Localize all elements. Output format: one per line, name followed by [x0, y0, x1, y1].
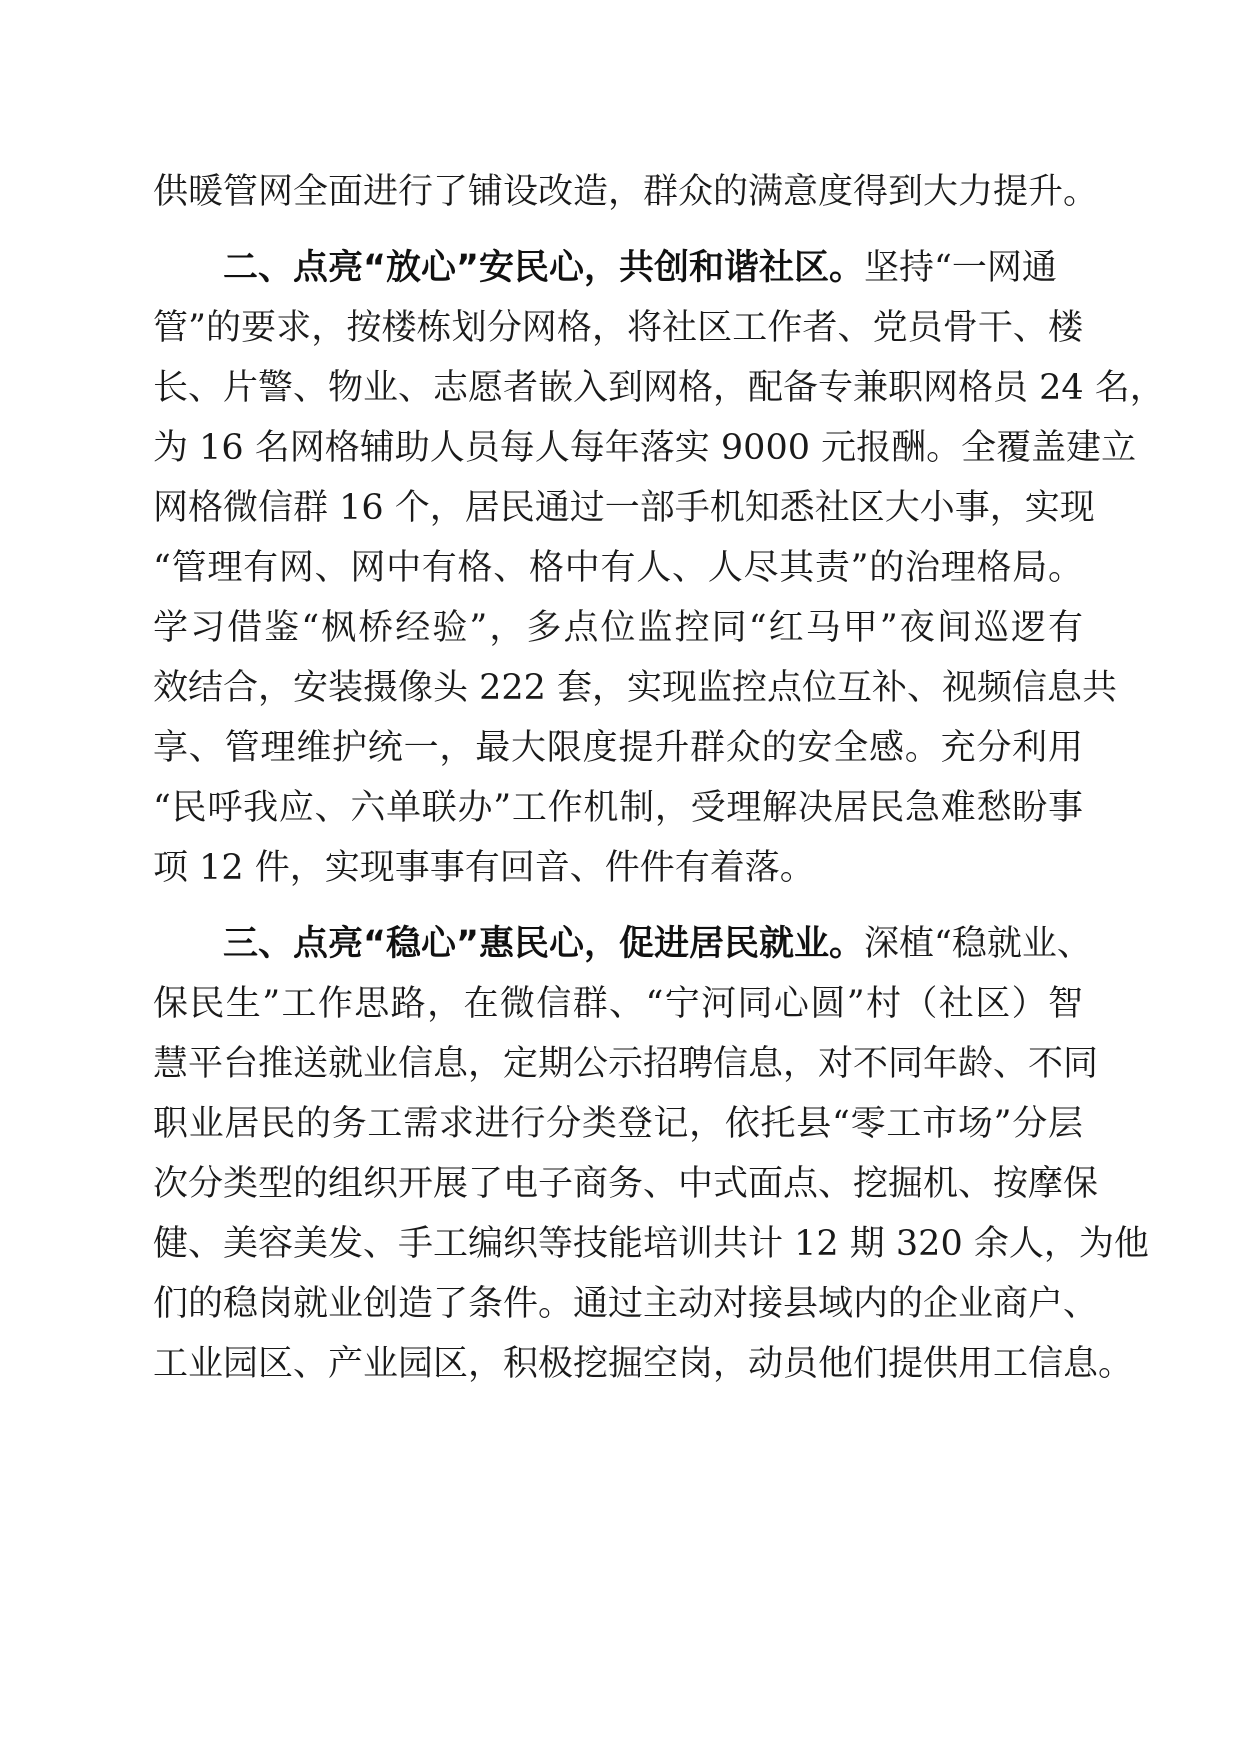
section-2-line: 网格微信群 16 个，居民通过一部手机知悉社区大小事，实现: [153, 488, 1095, 528]
section-3-line: 工业园区、产业园区，积极挖掘空岗，动员他们提供用工信息。: [153, 1344, 1134, 1384]
section-3-line: 健、美容美发、手工编织等技能培训共计 12 期 320 余人，为他: [153, 1224, 1149, 1264]
section-2-line: “民呼我应、六单联办”工作机制，受理解决居民急难愁盼事: [153, 788, 1083, 828]
paragraph-intro-line: 供暖管网全面进行了铺设改造，群众的满意度得到大力提升。: [153, 172, 1099, 212]
section-3-line: 慧平台推送就业信息，定期公示招聘信息，对不同年龄、不同: [153, 1044, 1099, 1084]
section-2-heading: 二、点亮“放心”安民心，共创和谐社区。: [223, 248, 865, 288]
section-3-heading: 三、点亮“稳心”惠民心，促进居民就业。: [223, 924, 865, 964]
section-2-line: 学习借鉴“枫桥经验”，多点位监控同“红马甲”夜间巡逻有: [153, 608, 1083, 648]
section-3-line: 们的稳岗就业创造了条件。通过主动对接县域内的企业商户、: [153, 1284, 1099, 1324]
section-2-line: 长、片警、物业、志愿者嵌入到网格，配备专兼职网格员 24 名，: [153, 368, 1165, 408]
section-2-line: 享、管理维护统一，最大限度提升群众的安全感。充分利用: [153, 728, 1083, 768]
section-3-line: 保民生”工作思路，在微信群、“宁河同心圆”村（社区）智: [153, 984, 1083, 1024]
section-2-line: 管”的要求，按楼栋划分网格，将社区工作者、党员骨干、楼: [153, 308, 1083, 348]
section-3-first-line: [223, 922, 1092, 966]
section-2-line: “管理有网、网中有格、格中有人、人尽其责”的治理格局。: [153, 548, 1083, 588]
section-2-line: 效结合，安装摄像头 222 套，实现监控点位互补、视频信息共: [153, 668, 1118, 708]
section-3-line: 次分类型的组织开展了电子商务、中式面点、挖掘机、按摩保: [153, 1164, 1099, 1204]
section-2-line: 为 16 名网格辅助人员每人每年落实 9000 元报酬。全覆盖建立: [153, 428, 1137, 468]
section-3-line: 职业居民的务工需求进行分类登记，依托县“零工市场”分层: [153, 1104, 1083, 1144]
section-2-text: 坚持“一网通: [864, 248, 1057, 288]
section-3-text: 深植“稳就业、: [864, 924, 1092, 964]
section-2-line: 项 12 件，实现事事有回音、件件有着落。: [153, 848, 815, 888]
section-2-first-line: [223, 246, 1083, 290]
